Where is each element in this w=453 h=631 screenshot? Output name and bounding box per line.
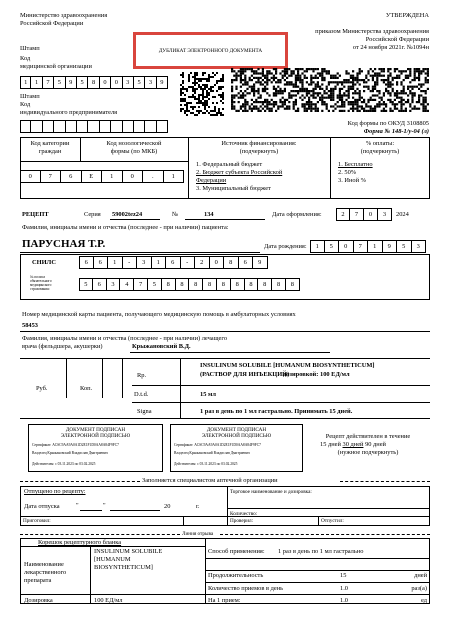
series-value: 59002tez24 xyxy=(112,211,143,218)
duplicate-stamp xyxy=(133,32,288,69)
code-cell: 0 xyxy=(123,170,144,183)
card-number: 58453 xyxy=(22,322,38,329)
validity-days xyxy=(320,441,386,449)
ip-code-cell xyxy=(111,120,122,133)
policy-cell: 8 xyxy=(162,278,176,291)
snils-cell: 9 xyxy=(253,256,268,269)
snils-cell: - xyxy=(123,256,138,269)
finance-title-2: (подчеркнуть) xyxy=(239,148,279,155)
patient-label: Фамилия, инициалы имени и отчества (последнее - при наличии) пациента: xyxy=(22,224,229,231)
policy-cell: 8 xyxy=(272,278,286,291)
date-quote-open: " xyxy=(76,502,79,509)
validity-90: 90 дней xyxy=(365,441,386,448)
doctor-label-1: Фамилия, инициалы имени и отчества (последнее - при наличии) лечащего xyxy=(22,335,228,342)
finance-title-1: Источник финансирования: xyxy=(221,140,297,147)
org-code-cells xyxy=(20,76,168,89)
category-label-2: граждан xyxy=(38,148,62,155)
series-label: Серия xyxy=(84,211,101,218)
date-cell: 7 xyxy=(350,208,364,221)
recipe-label: РЕЦЕПТ xyxy=(22,211,49,218)
approved-title: УТВЕРЖДЕНА xyxy=(385,12,429,19)
drug-name: INSULINUM SOLUBILE [HUMANUM BIOSYNTHETICUM] xyxy=(200,362,375,369)
number-label: № xyxy=(172,211,179,218)
payment-title-2: (подчеркнуть) xyxy=(360,148,400,155)
policy-cells xyxy=(79,278,300,291)
dtd-amount: 15 мл xyxy=(200,391,216,398)
dtd-label: D.t.d. xyxy=(134,391,149,398)
stub-duration-label: Продолжительность xyxy=(208,572,264,579)
dob-cells xyxy=(310,240,426,253)
dob-label: Дата рождения: xyxy=(264,243,307,250)
payment-item-1: 1. Бесплатно xyxy=(338,161,373,168)
dispense-date-label: Дата отпуска xyxy=(24,503,60,510)
policy-cell: 4 xyxy=(120,278,134,291)
policy-cell: 8 xyxy=(258,278,272,291)
policy-cell: 8 xyxy=(286,278,300,291)
date-cell: 3 xyxy=(378,208,392,221)
rp-label: Rp. xyxy=(137,372,147,379)
sig2-cert: Сертификат: ACSC9AA9A0A1D2E1F1D0AA8A84F9FC7 xyxy=(174,443,261,447)
sig1-title-1: ДОКУМЕНТ ПОДПИСАН xyxy=(65,427,126,433)
ip-code-cell xyxy=(31,120,42,133)
rubles-label: Руб. xyxy=(36,385,48,392)
drug-dose-label: дозировкой: xyxy=(283,371,319,378)
policy-cell: 8 xyxy=(189,278,203,291)
code-cell: 0 xyxy=(20,170,41,183)
org-code-cell: 5 xyxy=(77,76,88,89)
doctor-name: Крыжановский В.Д. xyxy=(132,343,191,350)
org-code-cell: 9 xyxy=(66,76,77,89)
stub-count-label: Количество приемов в день xyxy=(208,585,284,592)
stamp-label-2: Штамп xyxy=(20,93,40,100)
stub-dose: 100 ЕД/мл xyxy=(94,597,123,604)
stub-drug-name-1: INSULINUM SOLUBILE xyxy=(94,548,163,555)
year-suffix: г. xyxy=(196,503,200,510)
code-cell: . xyxy=(143,170,164,183)
form-number: Форма № 148-1/у-04 (л) xyxy=(363,128,429,135)
validity-30: 30 дней xyxy=(342,441,364,448)
quantity-label: Количество: xyxy=(230,511,258,517)
dob-cell: 5 xyxy=(325,240,340,253)
stub-once-unit: ед xyxy=(420,597,427,604)
policy-cell: 5 xyxy=(148,278,162,291)
date-cell: 2 xyxy=(336,208,350,221)
stub-drug-name-2: [HUMANUM xyxy=(94,556,131,563)
issue-date-label: Дата оформления: xyxy=(272,211,322,218)
org-code-cell: 8 xyxy=(88,76,99,89)
dob-cell: 1 xyxy=(310,240,325,253)
nosology-label-1: Код нозологической xyxy=(106,140,162,147)
stub-title: Корешок рецептурного бланка xyxy=(38,539,122,546)
year-prefix: 20 xyxy=(164,503,171,510)
policy-label-2: обязательного xyxy=(30,279,52,283)
org-code-cell: 0 xyxy=(100,76,111,89)
issue-year: 2024 xyxy=(396,211,409,218)
signa-text: 1 раз в день по 1 мл гастрально. Принимать 15 дней. xyxy=(200,408,353,415)
dob-cell: 9 xyxy=(383,240,398,253)
policy-cell: 8 xyxy=(217,278,231,291)
ip-code-cell xyxy=(88,120,99,133)
patient-name: ПАРУСНАЯ Т.Р. xyxy=(22,238,106,250)
policy-label-4: страхования: xyxy=(30,287,50,291)
drug-form: (РАСТВОР ДЛЯ ИНЪЕКЦИЙ) xyxy=(200,371,290,378)
policy-label-3: медицинского xyxy=(30,283,52,287)
ip-code-cell xyxy=(77,120,88,133)
cut-line-label: Линия отрыва xyxy=(182,531,214,537)
dob-cell: 0 xyxy=(339,240,354,253)
date-cell: 0 xyxy=(364,208,378,221)
stub-name-label-3: препарата xyxy=(24,577,52,584)
number-value: 134 xyxy=(204,211,214,218)
stub-dose-label: Дозировка xyxy=(24,597,53,604)
barcode xyxy=(231,68,429,112)
ip-code-cell xyxy=(145,120,156,133)
pharmacy-fill-note: Заполняется специалистом аптечной организации xyxy=(142,477,278,484)
org-code-cell: 3 xyxy=(123,76,134,89)
payment-item-3: 3. Иной % xyxy=(338,177,366,184)
org-code-cell: 5 xyxy=(134,76,145,89)
snils-cell: 6 xyxy=(94,256,109,269)
doctor-label-2: врача (фельдшера, акушерки) xyxy=(22,343,103,350)
card-label: Номер медицинской карты пациента, получающего медицинскую помощь в амбулаторных условиях xyxy=(22,311,296,318)
snils-cell: 0 xyxy=(210,256,225,269)
snils-cell: 6 xyxy=(239,256,254,269)
snils-cell: 1 xyxy=(152,256,167,269)
validity-title: Рецепт действителен в течение xyxy=(325,433,411,440)
ip-code-cell xyxy=(43,120,54,133)
policy-label-1: № полиса xyxy=(30,275,45,279)
snils-cell: 1 xyxy=(108,256,123,269)
ip-code-cell xyxy=(66,120,77,133)
dob-cell: 3 xyxy=(412,240,427,253)
policy-cell: 6 xyxy=(93,278,107,291)
validity-note: (нужное подчеркнуть) xyxy=(337,449,399,456)
order-line-3: от 24 ноября 2021г. №1094н xyxy=(352,44,429,51)
finance-item-2b: Федерации xyxy=(196,177,227,184)
sig1-title-2: ЭЛЕКТРОННОЙ ПОДПИСЬЮ xyxy=(60,433,131,439)
org-label: медицинской организации xyxy=(20,63,92,70)
trade-name-label: Торговое наименование и дозировка: xyxy=(230,489,312,495)
stub-name-label-2: лекарственного xyxy=(24,569,67,576)
stub-duration-unit: дней xyxy=(414,572,427,579)
duplicate-stamp-text: ДУБЛИКАТ ЭЛЕКТРОННОГО ДОКУМЕНТА xyxy=(158,47,263,54)
org-code-cell: 3 xyxy=(145,76,156,89)
stub-drug-name-3: BIOSYNTHETICUM] xyxy=(94,564,153,571)
prepared-label: Приготовил: xyxy=(23,518,51,524)
dob-cell: 1 xyxy=(368,240,383,253)
code-cell: Е xyxy=(82,170,103,183)
qr-code xyxy=(180,72,224,116)
ip-code-label: индивидуального предпринимателя xyxy=(20,109,118,116)
snils-cells xyxy=(79,256,268,269)
policy-cell: 7 xyxy=(134,278,148,291)
ip-code-cells xyxy=(20,120,168,133)
sig2-title-2: ЭЛЕКТРОННОЙ ПОДПИСЬЮ xyxy=(201,433,272,439)
code-cell: 7 xyxy=(41,170,62,183)
dispensed-label: Отпустил: xyxy=(321,518,344,524)
snils-cell: 8 xyxy=(224,256,239,269)
org-code-cell: 7 xyxy=(43,76,54,89)
stamp-label: Штамп xyxy=(20,45,40,52)
sig1-cert: Сертификат: ACSC9AA9A0A1D2E1F1D0AA8A84F9FC7 xyxy=(32,443,119,447)
org-code-cell: 0 xyxy=(111,76,122,89)
ministry-line-1: Министерство здравоохранения xyxy=(20,12,108,19)
stub-once-label: На 1 прием: xyxy=(208,597,241,604)
ip-code-cell xyxy=(20,120,31,133)
snils-cell: 2 xyxy=(195,256,210,269)
ip-code-cell xyxy=(157,120,168,133)
policy-cell: 3 xyxy=(107,278,121,291)
policy-cell: 5 xyxy=(79,278,93,291)
ip-code-cell xyxy=(54,120,65,133)
stub-once: 1.0 xyxy=(340,597,348,604)
payment-item-2: 2. 50% xyxy=(338,169,357,176)
sig2-valid: Действителен: с 03.11.2023 по 03.02.2025 xyxy=(174,462,238,466)
ip-code-cell xyxy=(100,120,111,133)
drug-dose: 100 ЕД/мл xyxy=(320,371,350,378)
stub-count: 1.0 xyxy=(340,585,348,592)
snils-cell: 3 xyxy=(137,256,152,269)
checked-label: Проверил: xyxy=(230,518,254,524)
snils-cell: - xyxy=(181,256,196,269)
finance-item-3: 3. Муниципальный бюджет xyxy=(196,185,271,192)
finance-item-2: 2. Бюджет субъекта Российской xyxy=(196,169,283,176)
stub-count-unit: раз(а) xyxy=(411,585,427,592)
date-quote-close: " xyxy=(103,502,106,509)
stub-name-label-1: Наименование xyxy=(24,561,64,568)
policy-cell: 8 xyxy=(245,278,259,291)
sig2-owner: Владелец Крыжановский Владислав Дмитриевич xyxy=(174,451,250,455)
sig2-title-1: ДОКУМЕНТ ПОДПИСАН xyxy=(206,427,267,433)
okud-code: Код формы по ОКУД 3108805 xyxy=(347,120,429,127)
payment-title-1: % оплаты: xyxy=(365,140,395,147)
org-code-cell: 1 xyxy=(31,76,42,89)
nosology-label-2: формы (по МКБ) xyxy=(110,148,158,155)
category-label-1: Код категории xyxy=(30,140,70,147)
policy-cell: 8 xyxy=(203,278,217,291)
ip-code-cell xyxy=(123,120,134,133)
category-cells xyxy=(20,170,184,183)
stub-method: 1 раз в день по 1 мл гастрально xyxy=(278,548,364,555)
snils-cell: 6 xyxy=(79,256,94,269)
ministry-line-2: Российской Федерации xyxy=(20,20,84,27)
dispensed-by-recipe: Отпущено по рецепту: xyxy=(24,488,86,495)
sig1-owner: Владелец Крыжановский Владислав Дмитриевич xyxy=(32,451,108,455)
dob-cell: 7 xyxy=(354,240,369,253)
code-label-2: Код xyxy=(20,101,31,108)
policy-cell: 8 xyxy=(231,278,245,291)
org-code-cell: 9 xyxy=(157,76,168,89)
code-cell: 6 xyxy=(61,170,82,183)
snils-label: СНИЛС xyxy=(32,259,56,266)
snils-cell: 6 xyxy=(166,256,181,269)
code-label: Код xyxy=(20,55,31,62)
dob-cell: 5 xyxy=(397,240,412,253)
code-cell: 1 xyxy=(164,170,185,183)
org-code-cell: 5 xyxy=(54,76,65,89)
kopecks-label: Коп. xyxy=(80,385,93,392)
code-cell: 1 xyxy=(102,170,123,183)
sig1-valid: Действителен: с 03.11.2023 по 03.02.2025 xyxy=(32,462,96,466)
stub-duration: 15 xyxy=(340,572,347,579)
validity-15: 15 дней xyxy=(320,441,341,448)
order-line-2: Российской Федерации xyxy=(365,36,429,43)
issue-date-cells xyxy=(336,208,392,221)
stub-method-label: Способ применения: xyxy=(208,548,265,555)
ip-code-cell xyxy=(134,120,145,133)
order-line-1: приказом Министерства здравоохранения xyxy=(315,28,429,35)
policy-cell: 8 xyxy=(176,278,190,291)
finance-item-1: 1. Федеральный бюджет xyxy=(196,161,263,168)
org-code-cell: 1 xyxy=(20,76,31,89)
signa-label: Signa xyxy=(137,408,152,415)
